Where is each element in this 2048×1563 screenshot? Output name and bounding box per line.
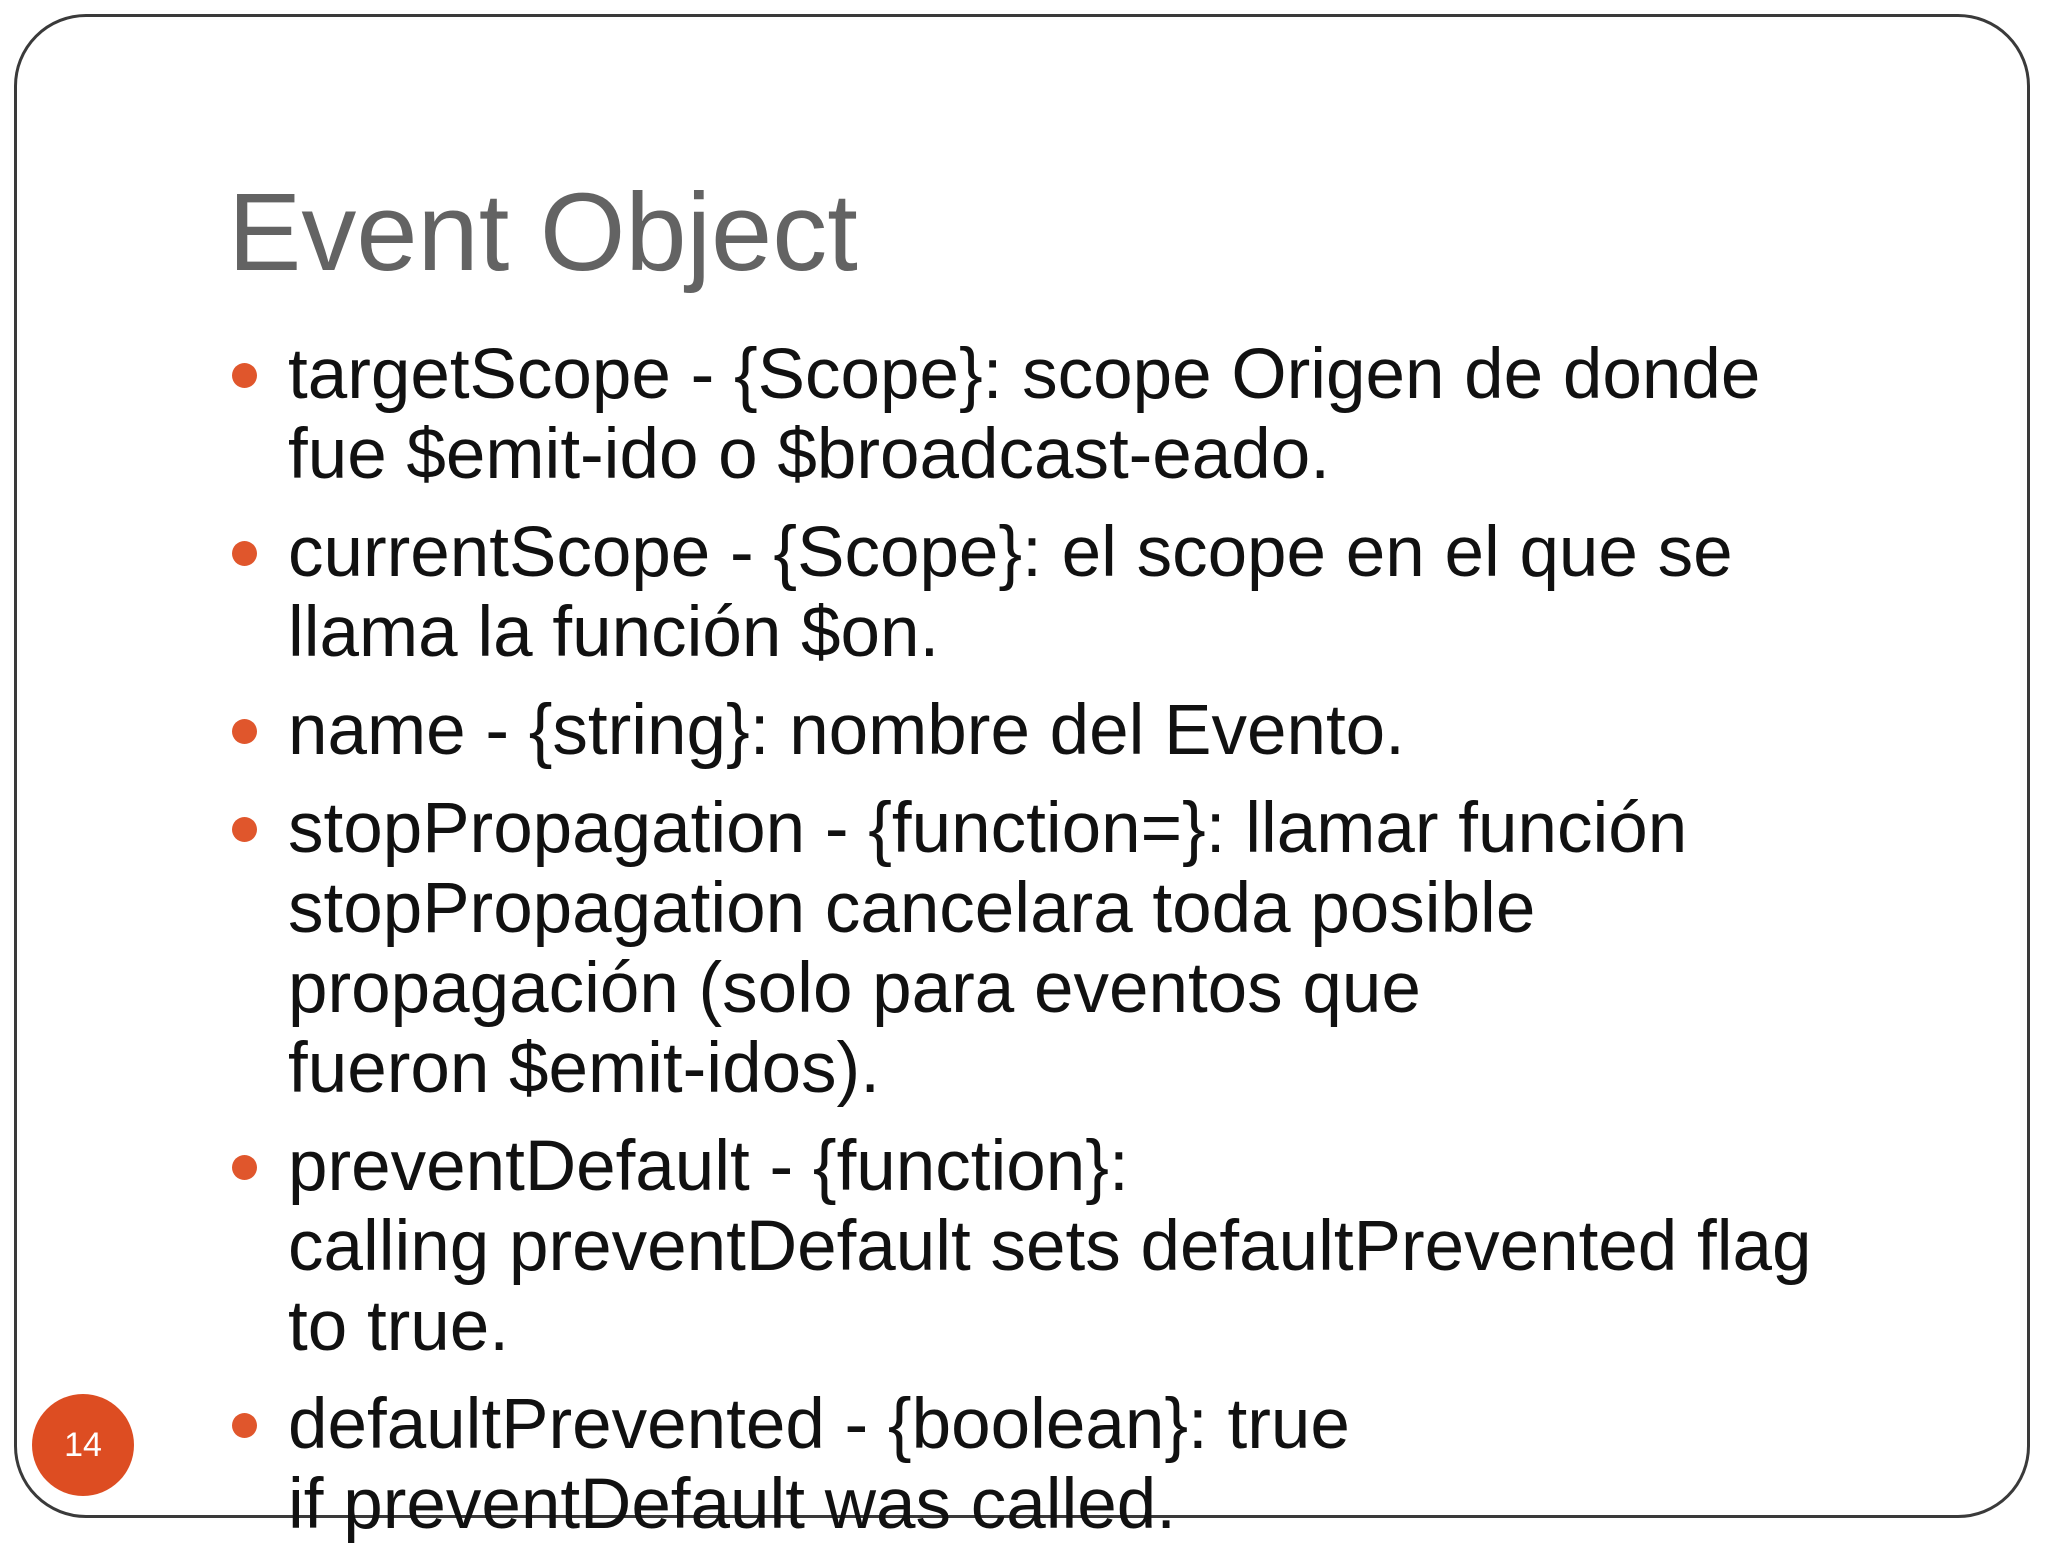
bullet-text	[288, 1127, 1928, 1367]
bullet-line: if preventDefault was called.	[288, 1465, 1176, 1544]
bullet-line: llama la función $on.	[288, 593, 940, 672]
bullet-line: stopPropagation cancelara toda posible	[288, 869, 1536, 948]
bullet-dot-icon	[232, 719, 257, 744]
bullet-list	[228, 335, 1928, 1563]
bullet-line: currentScope - {Scope}: el scope en el que se	[288, 513, 1733, 592]
bullet-line: name - {string}: nombre del Evento.	[288, 691, 1405, 770]
bullet-dot-icon	[232, 1413, 257, 1438]
bullet-text	[288, 335, 1928, 495]
bullet-line: targetScope - {Scope}: scope Origen de donde	[288, 335, 1761, 414]
bullet-dot-icon	[232, 363, 257, 388]
slide-title: Event Object	[228, 171, 858, 294]
bullet-dot-icon	[232, 1155, 257, 1180]
bullet-text	[288, 691, 1928, 771]
bullet-text	[288, 789, 1928, 1109]
bullet-line: fue $emit-ido o $broadcast-eado.	[288, 415, 1330, 494]
bullet-line: propagación (solo para eventos que	[288, 949, 1421, 1028]
bullet-item-current-scope	[228, 513, 1928, 673]
bullet-line: stopPropagation - {function=}: llamar función	[288, 789, 1688, 868]
bullet-line: fueron $emit-idos).	[288, 1029, 880, 1108]
bullet-item-target-scope	[228, 335, 1928, 495]
page-number-badge: 14	[32, 1394, 134, 1496]
bullet-item-default-prevented	[228, 1385, 1928, 1545]
bullet-text	[288, 513, 1928, 673]
bullet-item-name	[228, 691, 1928, 771]
bullet-item-prevent-default	[228, 1127, 1928, 1367]
bullet-dot-icon	[232, 541, 257, 566]
bullet-line: to true.	[288, 1287, 510, 1366]
bullet-text	[288, 1385, 1928, 1545]
bullet-line: calling preventDefault sets defaultPrevented flag	[288, 1207, 1812, 1286]
bullet-line: preventDefault - {function}:	[288, 1127, 1129, 1206]
bullet-line: defaultPrevented - {boolean}: true	[288, 1385, 1350, 1464]
bullet-item-stop-propagation	[228, 789, 1928, 1109]
bullet-dot-icon	[232, 817, 257, 842]
